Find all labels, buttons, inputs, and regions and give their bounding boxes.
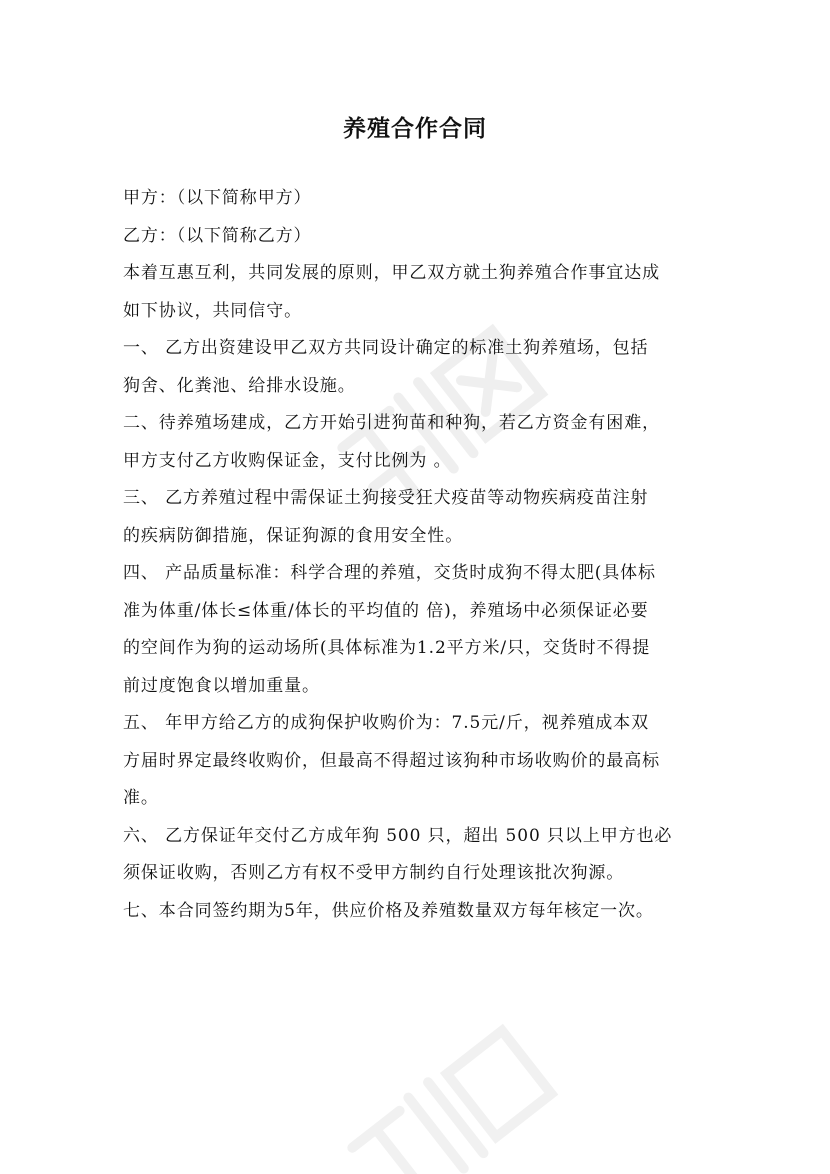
text-line: 五、 年甲方给乙方的成狗保护收购价为：7.5元/斤，视养殖成本双 — [123, 713, 649, 733]
text-line: 甲方支付乙方收购保证金，支付比例为 。 — [123, 450, 452, 471]
clause-7 — [123, 893, 709, 931]
document-title: 养殖合作合同 — [343, 115, 487, 142]
text-line: 二、待养殖场建成，乙方开始引进狗苗和种狗，若乙方资金有困难， — [123, 413, 660, 433]
document-body — [123, 180, 709, 930]
text-line: 准为体重/体长≤体重/体长的平均值的 倍)，养殖场中必须保证必要 — [123, 600, 649, 621]
text-line: 的空间作为狗的运动场所(具体标准为1.2平方米/只，交货时不得提 — [123, 638, 651, 658]
clause-3 — [123, 480, 709, 555]
paragraph-party-b — [123, 218, 709, 256]
text-line: 七、本合同签约期为5年，供应价格及养殖数量双方每年核定一次。 — [123, 900, 654, 921]
text-line: 前过度饱食以增加重量。 — [123, 675, 320, 696]
text-line: 乙方：（以下简称乙方） — [123, 225, 312, 246]
text-line: 三、 乙方养殖过程中需保证土狗接受狂犬疫苗等动物疾病疫苗注射 — [123, 488, 649, 508]
clause-4 — [123, 555, 709, 705]
text-line: 准。 — [123, 788, 159, 808]
text-line: 一、 乙方出资建设甲乙双方共同设计确定的标准土狗养殖场，包括 — [123, 338, 649, 358]
text-line: 甲方：（以下简称甲方） — [123, 188, 312, 208]
clause-5 — [123, 705, 709, 818]
text-line: 的疾病防御措施，保证狗源的食用安全性。 — [123, 525, 464, 546]
paragraph-party-a — [123, 180, 709, 218]
clause-1 — [123, 330, 709, 405]
text-line: 方届时界定最终收购价，但最高不得超过该狗种市场收购价的最高标 — [123, 750, 660, 771]
text-line: 本着互惠互利，共同发展的原则，甲乙双方就土狗养殖合作事宜达成 — [123, 263, 660, 283]
clause-6 — [123, 818, 709, 893]
paragraph-preamble — [123, 255, 709, 330]
text-line: 四、 产品质量标准：科学合理的养殖，交货时成狗不得太肥(具体标 — [123, 563, 656, 583]
text-line: 须保证收购，否则乙方有权不受甲方制约自行处理该批次狗源。 — [123, 863, 625, 883]
text-line: 狗舍、化粪池、给排水设施。 — [123, 375, 356, 396]
clause-2 — [123, 405, 709, 480]
text-line: 六、 乙方保证年交付乙方成年狗 500 只，超出 500 只以上甲方也必 — [123, 825, 673, 846]
text-line: 如下协议，共同信守。 — [123, 300, 302, 321]
